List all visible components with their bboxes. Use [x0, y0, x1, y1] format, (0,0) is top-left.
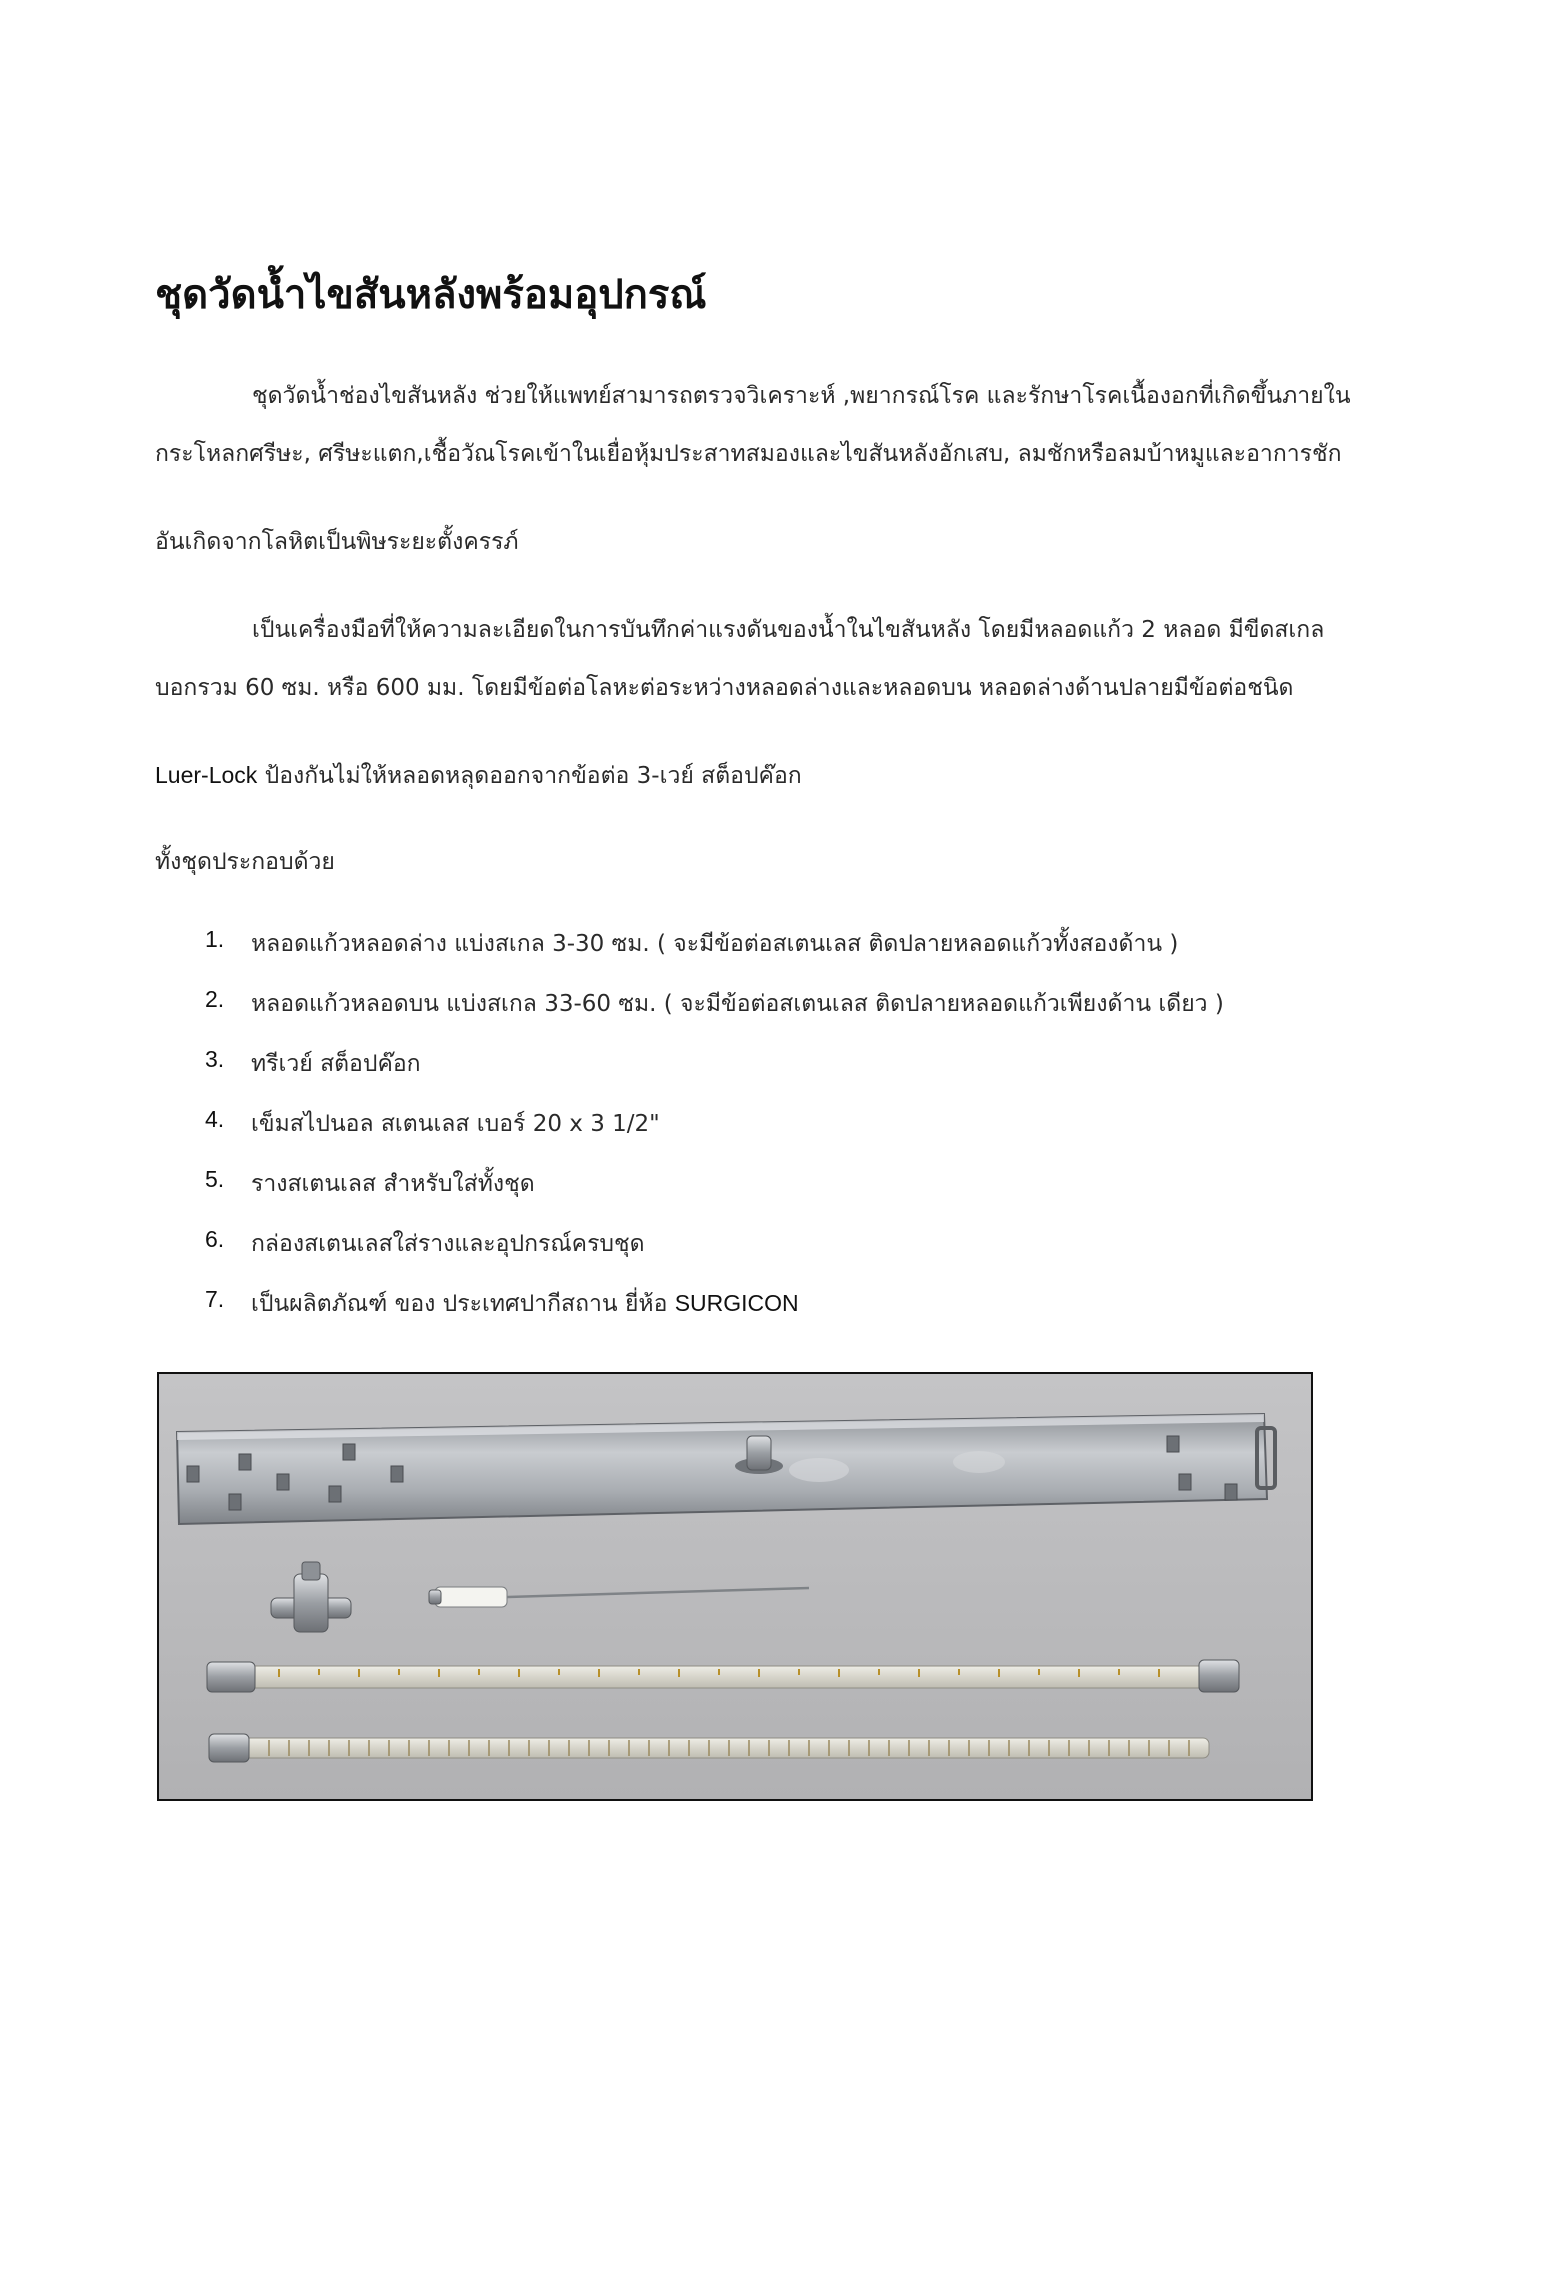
list-item-text: ทรีเวย์ สต็อปค๊อก — [251, 1051, 421, 1077]
luer-lock-term: Luer-Lock — [155, 762, 258, 788]
paragraph-1-line-1: ชุดวัดน้ำช่องไขสันหลัง ช่วยให้แพทย์สามารถตรวจวิเคราะห์ ,พยากรณ์โรค และรักษาโรคเนื้องอกที่เกิดขึ้นภายใน — [252, 383, 1351, 409]
components-heading: ทั้งชุดประกอบด้วย — [155, 849, 335, 875]
paragraph-2-line-1: เป็นเครื่องมือที่ให้ความละเอียดในการบันทึกค่าแรงดันของน้ำในไขสันหลัง โดยมีหลอดแก้ว 2 หลอด มีขีดสเกล — [252, 617, 1325, 643]
list-item-text: หลอดแก้วหลอดล่าง แบ่งสเกล 3-30 ซม. ( จะมีข้อต่อสเตนเลส ติดปลายหลอดแก้วทั้งสองด้าน ) — [251, 931, 1179, 957]
list-item-text: กล่องสเตนเลสใส่รางและอุปกรณ์ครบชุด — [251, 1231, 645, 1257]
list-item-number: 3. — [205, 1046, 225, 1072]
list-item-number: 1. — [205, 926, 225, 952]
glass-tube-upper — [209, 1734, 1209, 1762]
list-item-text: เข็มสไปนอล สเตนเลส เบอร์ 20 x 3 1/2" — [251, 1111, 660, 1137]
paragraph-1-line-2: กระโหลกศรีษะ, ศรีษะแตก,เชื้อวัณโรคเข้าในเยื่อหุ้มประสาทสมองและไขสันหลังอักเสบ, ลมชักหรือลมบ้าหมูและอาการชัก — [155, 441, 1342, 467]
product-photo — [157, 1372, 1313, 1801]
paragraph-2-line-3 — [155, 758, 802, 794]
list-item-text: หลอดแก้วหลอดบน แบ่งสเกล 33-60 ซม. ( จะมีข้อต่อสเตนเลส ติดปลายหลอดแก้วเพียงด้าน เดียว ) — [251, 991, 1224, 1017]
list-item-text — [251, 1286, 799, 1322]
list-item-text-main: เป็นผลิตภัณฑ์ ของ ประเทศปากีสถาน ยี่ห้อ — [251, 1291, 675, 1317]
paragraph-2-line-2: บอกรวม 60 ซม. หรือ 600 มม. โดยมีข้อต่อโลหะต่อระหว่างหลอดล่างและหลอดบน หลอดล่างด้านปลายมีข้อต่อชนิด — [155, 675, 1294, 701]
brand-name: SURGICON — [674, 1290, 799, 1316]
list-item-number: 7. — [205, 1286, 225, 1312]
document-title: ชุดวัดน้ำไขสันหลังพร้อมอุปกรณ์ — [155, 272, 707, 318]
paragraph-2-line-3-text: ป้องกันไม่ให้หลอดหลุดออกจากข้อต่อ 3-เวย์ สต็อปค๊อก — [257, 763, 802, 789]
paragraph-1-line-3: อันเกิดจากโลหิตเป็นพิษระยะตั้งครรภ์ — [155, 529, 519, 555]
list-item-number: 5. — [205, 1166, 225, 1192]
list-item-number: 2. — [205, 986, 225, 1012]
list-item-number: 6. — [205, 1226, 225, 1252]
product-photo-drawing — [159, 1374, 1311, 1799]
list-item-text: รางสเตนเลส สำหรับใส่ทั้งชุด — [251, 1171, 535, 1197]
list-item-number: 4. — [205, 1106, 225, 1132]
